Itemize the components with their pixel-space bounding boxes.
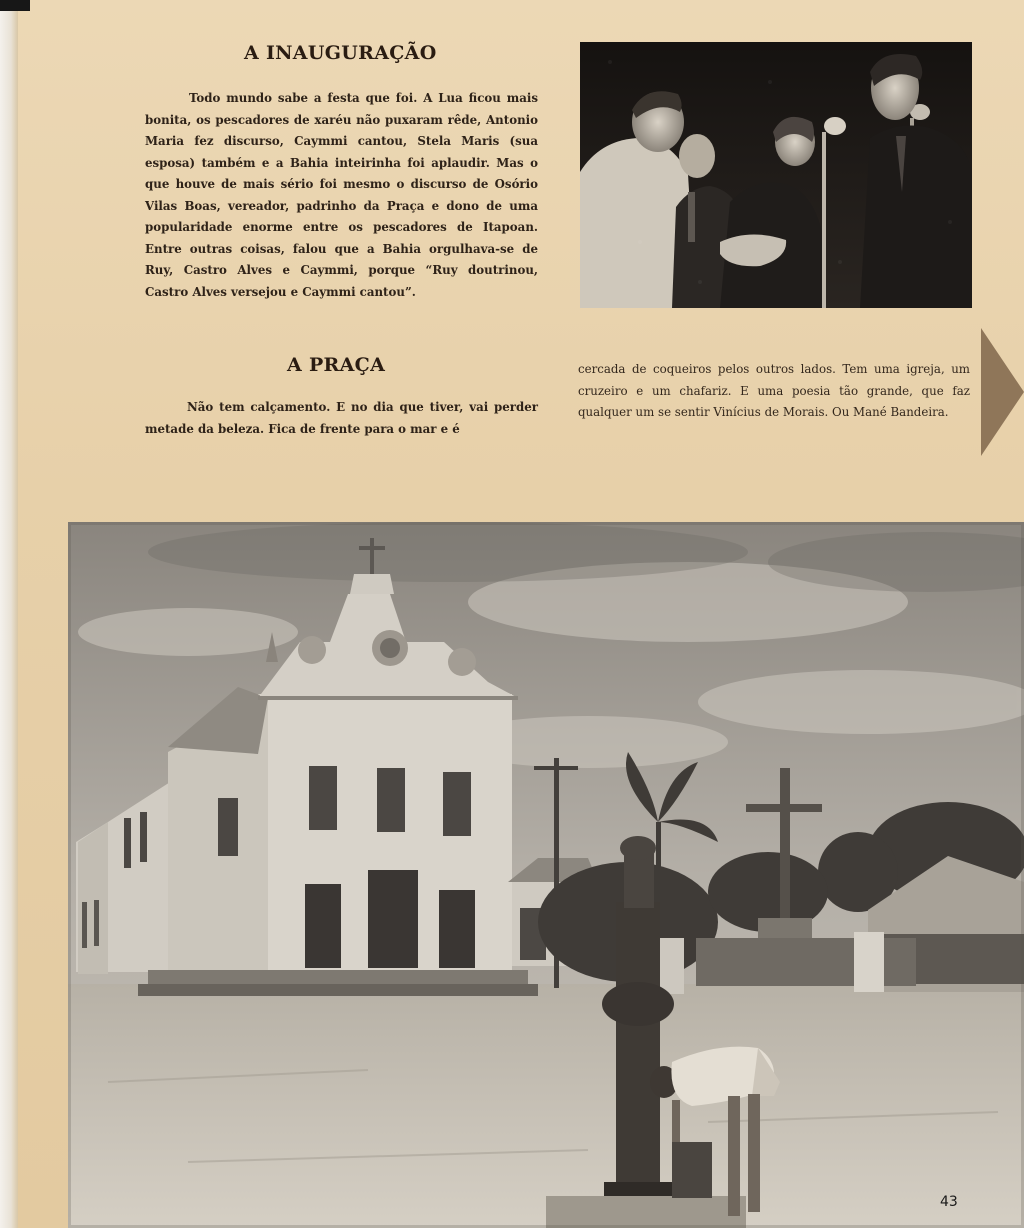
photo-praca-image — [68, 522, 1024, 1228]
section-body-praca-part2: cercada de coqueiros pelos outros lados. Tem uma igreja, um cruzeiro e um chafariz. E uma poesia tão grande, que faz qualquer um se sentir Vinícius de Morais. Ou Mané Bandeira. — [578, 362, 970, 419]
page-number: 43 — [940, 1194, 958, 1210]
section-body-inauguracao: Todo mundo sabe a festa que foi. A Lua ficou mais bonita, os pescadores de xaréu não puxaram rêde, Antonio Maria fez discurso, Caymmi cantou, Stela Maris (sua esposa) também e a Bahia inteirinha foi aplaudir. Mas o que houve de mais sério foi mesmo o discurso de Osório Vilas Boas, vereador, padrinho da Praça e dono de uma popularidade enorme entre os pescadores de Itapoan. Entre outras coisas, falou que a Bahia orgulhava-se de Ruy, Castro Alves e Caymmi, porque “Ruy doutrinou, Castro Alves versejou e Caymmi cantou”. — [145, 91, 538, 299]
photo-inauguration-image — [580, 42, 972, 308]
section-body-praca-part1: Não tem calçamento. E no dia que tiver, vai perder metade da beleza. Fica de frente para o mar e é — [145, 400, 538, 436]
photo-praca-church — [68, 522, 1024, 1228]
page-edge — [0, 0, 18, 1228]
scan-corner-mark — [0, 0, 30, 11]
triangle-right-icon — [981, 328, 1024, 456]
section-heading-inauguracao: A INAUGURAÇÃO — [244, 42, 437, 64]
photo-inauguration-speakers — [580, 42, 972, 308]
section-heading-praca: A PRAÇA — [287, 354, 386, 376]
